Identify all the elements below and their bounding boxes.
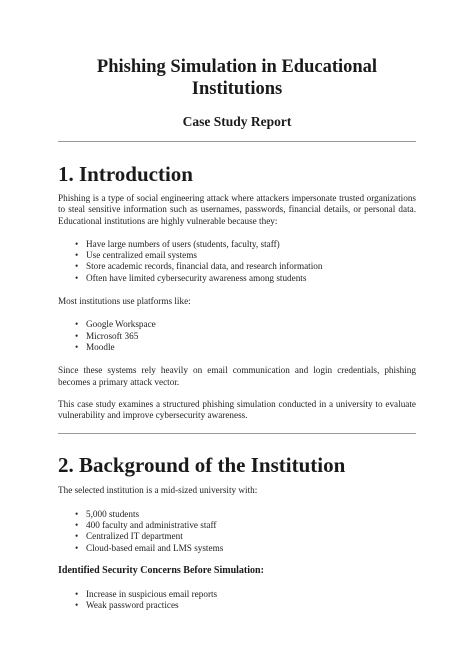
introduction-heading: 1. Introduction <box>58 162 193 186</box>
security-concerns-list <box>58 589 416 612</box>
bullet-icon: • <box>75 508 79 519</box>
list-item: • Weak password practices <box>75 600 179 611</box>
bullet-icon: • <box>75 238 79 249</box>
background-heading: 2. Background of the Institution <box>58 453 346 478</box>
introduction-paragraph: Phishing is a type of social engineering attack where attackers impersonate trusted organizations to steal sensitive information such as usernames, passwords, financial details, or personal data. Educational institutions are highly vulnerable because they: <box>58 193 416 226</box>
study-purpose-paragraph: This case study examines a structured phishing simulation conducted in a university to evaluate vulnerability and improve cybersecurity awareness. <box>58 398 416 421</box>
document-subtitle: Case Study Report <box>182 114 292 129</box>
list-item: • Increase in suspicious email reports <box>75 588 218 599</box>
list-item: • Microsoft 365 <box>75 330 139 341</box>
list-item: • Often have limited cybersecurity awareness among students <box>75 272 307 283</box>
bullet-icon: • <box>75 272 79 283</box>
bullet-icon: • <box>75 330 79 341</box>
section-divider <box>58 433 416 434</box>
bullet-icon: • <box>75 261 79 272</box>
list-item: • Use centralized email systems <box>75 250 197 261</box>
attack-vector-paragraph: Since these systems rely heavily on email communication and login credentials, phishing becomes a primary attack vector. <box>58 365 416 387</box>
bullet-icon: • <box>75 531 79 542</box>
bullet-icon: • <box>75 542 79 553</box>
security-concerns-heading: Identified Security Concerns Before Simulation: <box>58 564 264 576</box>
list-item: • 5,000 students <box>75 508 140 519</box>
list-item: • Google Workspace <box>75 319 156 330</box>
list-item: • 400 faculty and administrative staff <box>75 520 217 531</box>
list-item: • Have large numbers of users (students, faculty, staff) <box>75 238 280 249</box>
bullet-icon: • <box>75 250 79 261</box>
bullet-icon: • <box>75 319 79 330</box>
bullet-icon: • <box>75 341 79 352</box>
list-item: • Moodle <box>75 341 115 352</box>
platform-list <box>58 319 416 353</box>
bullet-icon: • <box>75 588 79 599</box>
list-item: • Store academic records, financial data, and research information <box>75 261 323 272</box>
platforms-intro: Most institutions use platforms like: <box>58 296 191 307</box>
bullet-icon: • <box>75 600 79 611</box>
vulnerability-list <box>58 239 416 284</box>
list-item: • Cloud-based email and LMS systems <box>75 542 224 553</box>
bullet-icon: • <box>75 520 79 531</box>
background-paragraph: The selected institution is a mid-sized university with: <box>58 485 258 496</box>
section-divider <box>58 141 416 142</box>
document-title: Phishing Simulation in Educational Institutions <box>96 57 378 99</box>
list-item: • Centralized IT department <box>75 531 183 542</box>
institution-facts-list <box>58 509 416 554</box>
